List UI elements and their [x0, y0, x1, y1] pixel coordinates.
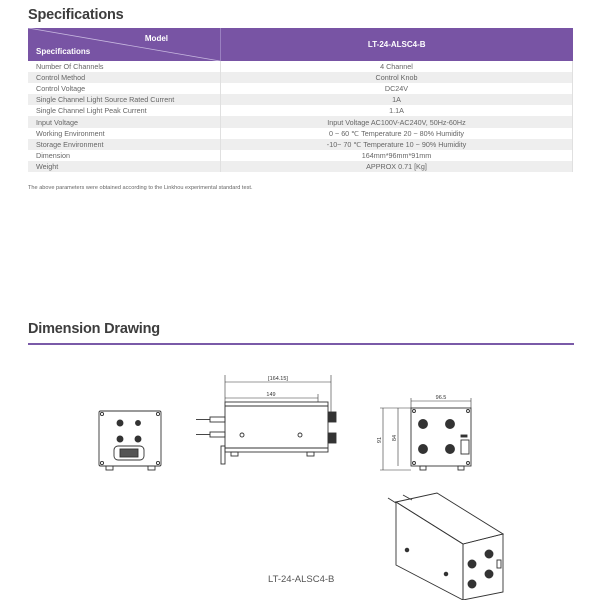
spec-value: 1A — [221, 94, 573, 105]
spec-label: Dimension — [28, 150, 221, 161]
spec-label: Control Voltage — [28, 83, 221, 94]
table-row — [28, 139, 573, 150]
spec-label: Single Channel Light Peak Current — [28, 105, 221, 116]
header-diagonal-cell — [28, 28, 221, 61]
dimension-drawing — [0, 360, 600, 600]
spec-label: Storage Environment — [28, 139, 221, 150]
side-view — [196, 375, 336, 464]
table-row — [28, 83, 573, 94]
table-header-row — [28, 28, 573, 61]
table-row — [28, 105, 573, 116]
front-view — [99, 411, 161, 470]
spec-label: Number Of Channels — [28, 61, 221, 72]
diagonal-divider — [28, 28, 220, 61]
table-row — [28, 161, 573, 172]
spec-value: -10~ 70 ℃ Temperature 10 ~ 90% Humidity — [221, 139, 573, 150]
dim-height-total: 91 — [377, 436, 383, 444]
table-row — [28, 61, 573, 72]
spec-value: 1.1A — [221, 105, 573, 116]
header-model-name: LT-24-ALSC4-B — [221, 28, 573, 61]
spec-note: The above parameters were obtained according to the Linkhou experimental standard test. — [28, 185, 253, 191]
dim-height-body: 84 — [392, 434, 398, 442]
table-row — [28, 72, 573, 83]
section-divider — [28, 343, 574, 345]
spec-value: DC24V — [221, 83, 573, 94]
dim-front-width: 96.5 — [435, 395, 447, 401]
specifications-heading: Specifications — [28, 7, 124, 23]
header-model-label: Model — [144, 34, 168, 43]
spec-label: Single Channel Light Source Rated Current — [28, 94, 221, 105]
spec-label: Control Method — [28, 72, 221, 83]
table-row — [28, 128, 573, 139]
spec-label: Weight — [28, 161, 221, 172]
spec-value: APPROX 0.71 [Kg] — [221, 161, 573, 172]
dimension-drawing-heading: Dimension Drawing — [28, 321, 160, 337]
spec-value: 164mm*96mm*91mm — [221, 150, 573, 161]
specifications-table — [28, 28, 573, 172]
spec-value: 0 ~ 60 ℃ Temperature 20 ~ 80% Humidity — [221, 128, 573, 139]
table-row — [28, 150, 573, 161]
spec-label: Input Voltage — [28, 116, 221, 127]
dim-body-length: 149 — [266, 392, 276, 398]
drawing-caption: LT-24-ALSC4-B — [268, 574, 335, 585]
spec-value: Control Knob — [221, 72, 573, 83]
spec-value: Input Voltage AC100V-AC240V, 50Hz-60Hz — [221, 116, 573, 127]
spec-label: Working Environment — [28, 128, 221, 139]
table-row — [28, 116, 573, 127]
isometric-view — [388, 493, 503, 600]
dim-overall-length: [164.15] — [268, 376, 288, 382]
rear-view — [380, 398, 471, 470]
header-spec-label: Specifications — [36, 47, 91, 56]
table-row — [28, 94, 573, 105]
spec-value: 4 Channel — [221, 61, 573, 72]
